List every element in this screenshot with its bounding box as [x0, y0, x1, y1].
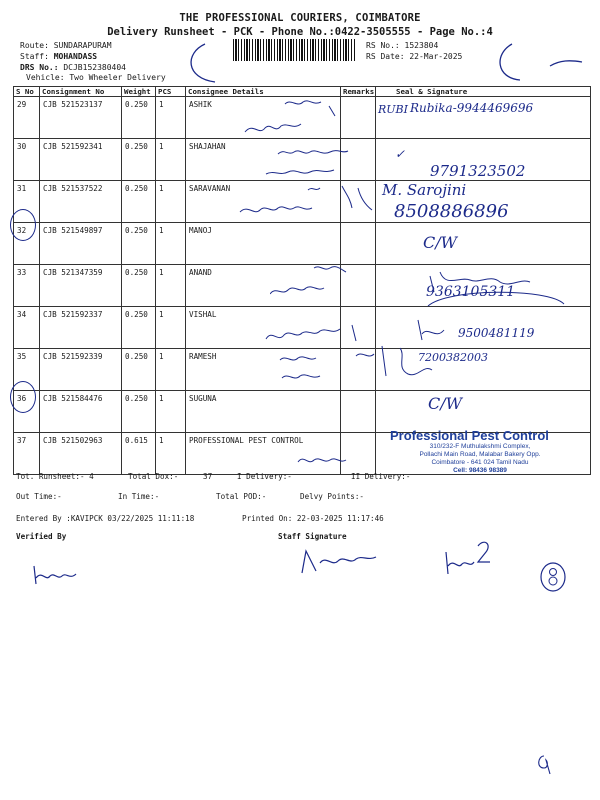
barcode — [233, 39, 355, 61]
handwritten-circle — [10, 209, 36, 241]
weight-cell: 0.250 — [122, 349, 156, 391]
handwritten-phone: 9363105311 — [426, 284, 516, 300]
handwritten-phone: 8508886896 — [394, 201, 509, 222]
column-header: Seal & Signature — [376, 87, 591, 97]
handwritten-mark-header-right — [490, 40, 590, 86]
column-header: S No — [14, 87, 40, 97]
consignment-cell: CJB 521592339 — [40, 349, 122, 391]
sno-cell: 33 — [14, 265, 40, 307]
handwritten-phone: Rubika-9944469696 — [410, 101, 534, 115]
staff-label: Staff: — [20, 52, 49, 61]
handwritten-scribble — [296, 450, 356, 470]
delivery-points: Delvy Points:- — [300, 492, 365, 501]
handwritten-scribble — [238, 182, 383, 222]
table-header-row — [14, 87, 591, 97]
handwritten-cw: C/W — [423, 233, 458, 252]
total-dox-value: 37 — [203, 472, 213, 481]
total-dox-label: Total Dox:- — [128, 472, 179, 481]
handwritten-scribble — [270, 262, 370, 304]
pcs-cell: 1 — [156, 139, 186, 181]
route-label: Route: — [20, 41, 49, 50]
stamp-address-line: 310/232-F Muthulakshmi Complex, — [429, 443, 531, 450]
vehicle-line — [26, 72, 166, 83]
verified-by-label: Verified By — [16, 532, 67, 541]
rs-date-label: RS Date: — [366, 52, 405, 61]
drs-value: DCJB152380404 — [63, 63, 126, 72]
pcs-cell: 1 — [156, 307, 186, 349]
handwritten-phone: 7200382003 — [418, 351, 488, 364]
weight-cell: 0.250 — [122, 391, 156, 433]
consignment-cell: CJB 521523137 — [40, 97, 122, 139]
vehicle-label: Vehicle: — [26, 73, 65, 82]
route-value: SUNDARAPURAM — [53, 41, 112, 50]
signature-cell — [376, 223, 591, 265]
sno-cell: 32 — [14, 223, 40, 265]
handwritten-mark-bottom — [530, 752, 558, 778]
table-row — [14, 391, 591, 433]
handwritten-circle — [10, 381, 36, 413]
total-pod: Total POD:- — [216, 492, 267, 501]
consignment-cell: CJB 521584476 — [40, 391, 122, 433]
handwritten-mark-header-left — [175, 38, 235, 88]
handwritten-signature-staff — [296, 545, 386, 580]
printed-on: Printed On: 22-03-2025 11:17:46 — [242, 514, 384, 523]
column-header: Weight — [122, 87, 156, 97]
consignee-cell: VISHAL — [186, 307, 341, 349]
vehicle-value: Two Wheeler Delivery — [69, 73, 166, 82]
consignee-cell: SHAJAHAN — [186, 139, 341, 181]
handwritten-scribble — [260, 140, 375, 184]
handwritten-circle-mark — [538, 560, 568, 594]
consignee-cell: ASHIK — [186, 97, 341, 139]
consignment-cell: CJB 521537522 — [40, 181, 122, 223]
pcs-cell: 1 — [156, 223, 186, 265]
in-time: In Time:- — [118, 492, 160, 501]
staff-line — [20, 51, 97, 62]
weight-cell: 0.250 — [122, 307, 156, 349]
handwritten-signature: RUBI — [378, 103, 408, 116]
i-delivery: I Delivery:- — [237, 472, 292, 481]
staff-signature-label: Staff Signature — [278, 532, 347, 541]
handwritten-cw: C/W — [428, 394, 463, 413]
consignee-cell: PROFESSIONAL PEST CONTROL — [186, 433, 341, 475]
handwritten-phone: 9500481119 — [458, 326, 535, 340]
out-time: Out Time:- — [16, 492, 62, 501]
pcs-cell: 1 — [156, 97, 186, 139]
consignment-cell: CJB 521347359 — [40, 265, 122, 307]
ii-delivery: II Delivery:- — [351, 472, 411, 481]
runsheet-title: Delivery Runsheet - PCK - Phone No.:0422-3505555 - Page No.:4 — [107, 26, 493, 38]
sno-cell: 36 — [14, 391, 40, 433]
signature-cell — [376, 391, 591, 433]
consignee-cell: ANAND — [186, 265, 341, 307]
remarks-cell — [341, 391, 376, 433]
rs-no-line — [366, 40, 438, 51]
weight-cell: 0.250 — [122, 223, 156, 265]
pcs-cell: 1 — [156, 433, 186, 475]
company-name: THE PROFESSIONAL COURIERS, COIMBATORE — [179, 12, 421, 24]
stamp-title: Professional Pest Control — [390, 428, 549, 443]
sno-cell: 34 — [14, 307, 40, 349]
pcs-cell: 1 — [156, 265, 186, 307]
consignment-cell: CJB 521549897 — [40, 223, 122, 265]
table-row — [14, 223, 591, 265]
pcs-cell: 1 — [156, 391, 186, 433]
handwritten-signature-supervisor — [440, 536, 500, 580]
entered-by: Entered By :KAVIPCK 03/22/2025 11:11:18 — [16, 514, 195, 523]
stamp-phone: Cell: 98436 98389 — [453, 467, 507, 474]
route-line — [20, 40, 112, 51]
handwritten-phone: 9791323502 — [430, 162, 526, 180]
company-stamp — [390, 428, 570, 482]
rs-no-value: 1523804 — [404, 41, 439, 50]
consignee-cell: SUGUNA — [186, 391, 341, 433]
staff-value: MOHANDASS — [53, 52, 98, 61]
consignee-cell: RAMESH — [186, 349, 341, 391]
sno-cell: 37 — [14, 433, 40, 475]
column-header: PCS — [156, 87, 186, 97]
column-header: Consignee Details — [186, 87, 341, 97]
rs-date-value: 22-Mar-2025 — [409, 52, 463, 61]
pcs-cell: 1 — [156, 349, 186, 391]
rs-no-label: RS No.: — [366, 41, 400, 50]
stamp-address-line: Pollachi Main Road, Malabar Bakery Opp. — [419, 451, 541, 458]
handwritten-scribble — [225, 96, 355, 142]
pcs-cell: 1 — [156, 181, 186, 223]
consignee-cell: SARAVANAN — [186, 181, 341, 223]
remarks-cell — [341, 223, 376, 265]
handwritten-mark: ✓ — [395, 147, 406, 161]
sno-cell: 35 — [14, 349, 40, 391]
rs-date-line — [366, 51, 462, 62]
weight-cell: 0.250 — [122, 139, 156, 181]
column-header: Remarks — [341, 87, 376, 97]
total-runsheet: Tot. Runsheet:- 4 — [16, 472, 94, 481]
weight-cell: 0.250 — [122, 97, 156, 139]
consignment-cell: CJB 521592337 — [40, 307, 122, 349]
consignment-cell: CJB 521592341 — [40, 139, 122, 181]
column-header: Consignment No — [40, 87, 122, 97]
stamp-address-line: Coimbatore - 641 024 Tamil Nadu — [431, 459, 529, 466]
handwritten-name: M. Sarojini — [382, 181, 467, 199]
weight-cell: 0.615 — [122, 433, 156, 475]
consignee-cell: MANOJ — [186, 223, 341, 265]
sno-cell: 31 — [14, 181, 40, 223]
handwritten-signature-verified — [30, 560, 80, 590]
consignment-cell: CJB 521502963 — [40, 433, 122, 475]
weight-cell: 0.250 — [122, 181, 156, 223]
sno-cell: 29 — [14, 97, 40, 139]
drs-label: DRS No.: — [20, 63, 59, 72]
weight-cell: 0.250 — [122, 265, 156, 307]
sno-cell: 30 — [14, 139, 40, 181]
